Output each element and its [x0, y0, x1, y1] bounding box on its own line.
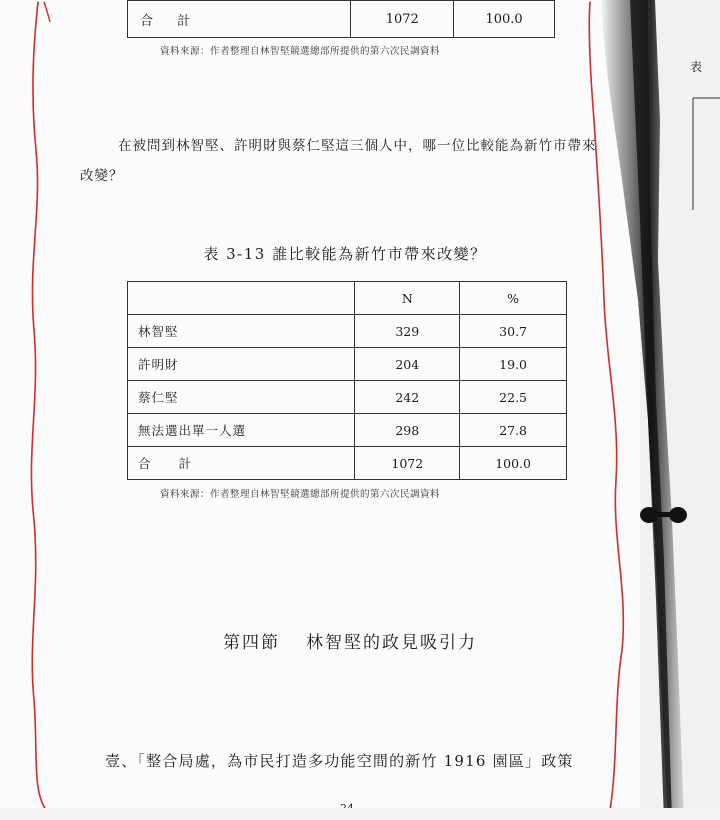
table-header-row — [128, 282, 567, 315]
top-partial-table — [127, 0, 555, 38]
row-n: 329 — [355, 315, 460, 348]
survey-table — [127, 281, 567, 480]
bottom-edge — [0, 808, 720, 820]
row-n: 242 — [355, 381, 460, 414]
total-n-cell: 1072 — [351, 1, 454, 38]
paragraph-line-2: 改變？ — [80, 168, 124, 184]
section-number: 第四節 — [223, 633, 280, 653]
paragraph-line-1: 在被問到林智堅、許明財與蔡仁堅這三個人中，哪一位比較能為新竹市帶來 — [118, 138, 597, 154]
header-cell-blank — [128, 282, 355, 315]
row-n: 1072 — [355, 447, 460, 480]
row-label: 許明財 — [128, 348, 355, 381]
total-label-cell: 合 計 — [128, 1, 351, 38]
sub-heading: 壹、「整合局處，為市民打造多功能空間的新竹 1916 園區」政策 — [105, 752, 574, 770]
table-row — [128, 348, 567, 381]
row-pct: 27.8 — [460, 414, 567, 447]
header-cell-n: N — [355, 282, 460, 315]
source-note-bottom: 資料來源：作者整理自林智堅競選總部所提供的第六次民調資料 — [160, 489, 441, 500]
table-caption: 表 3-13 誰比較能為新竹市帶來改變？ — [203, 245, 487, 263]
row-label: 林智堅 — [128, 315, 355, 348]
total-pct-cell: 100.0 — [454, 1, 555, 38]
adjacent-page-background — [640, 0, 720, 820]
table-row — [128, 315, 567, 348]
row-pct: 22.5 — [460, 381, 567, 414]
row-pct: 30.7 — [460, 315, 567, 348]
table-row — [128, 1, 555, 38]
table-row — [128, 381, 567, 414]
table-row — [128, 414, 567, 447]
question-paragraph — [80, 131, 600, 191]
row-n: 298 — [355, 414, 460, 447]
section-name: 林智堅的政見吸引力 — [306, 633, 477, 653]
source-note-top: 資料來源：作者整理自林智堅競選總部所提供的第六次民調資料 — [160, 46, 441, 57]
row-label: 合 計 — [128, 447, 355, 480]
table-total-row — [128, 447, 567, 480]
section-title — [0, 628, 700, 653]
row-label: 無法選出單一人選 — [128, 414, 355, 447]
adjacent-page-char: 表 — [690, 60, 703, 74]
row-pct: 100.0 — [460, 447, 567, 480]
header-cell-pct: % — [460, 282, 567, 315]
row-pct: 19.0 — [460, 348, 567, 381]
row-n: 204 — [355, 348, 460, 381]
row-label: 蔡仁堅 — [128, 381, 355, 414]
